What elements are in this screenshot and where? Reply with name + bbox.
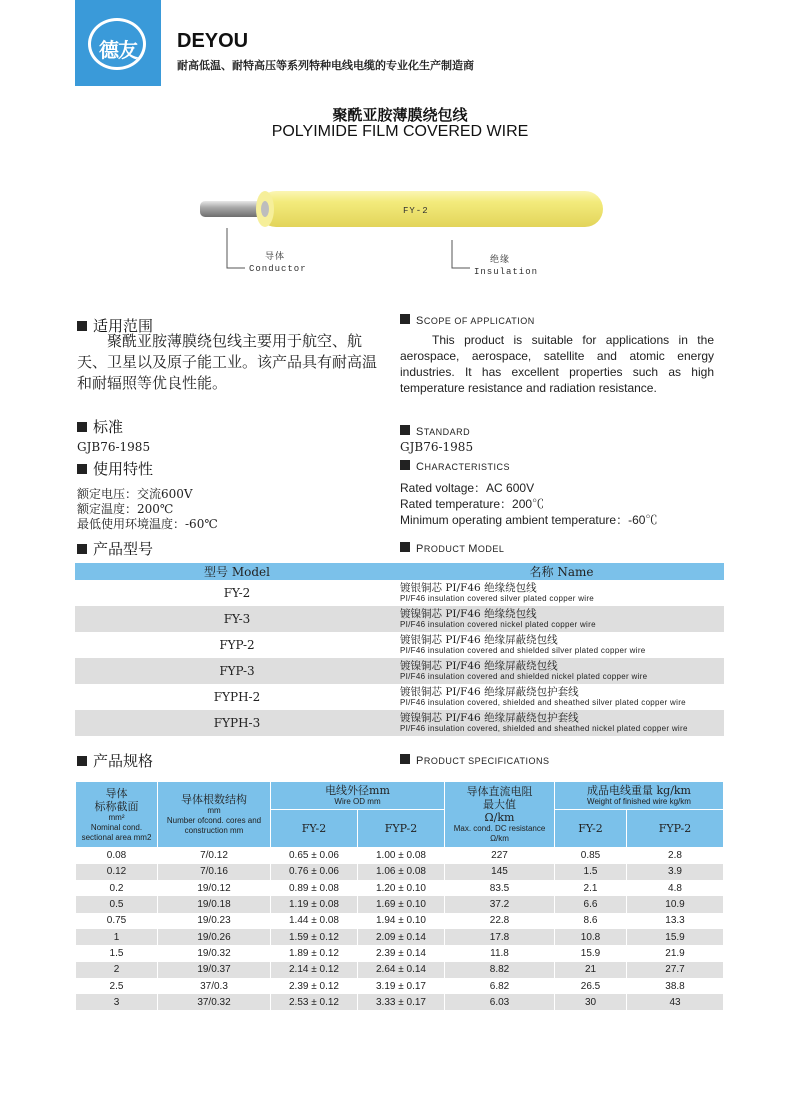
table-row: [75, 710, 724, 736]
bullet-square-icon: [77, 422, 87, 432]
min-temperature-cn: 最低使用环境温度：-60℃: [77, 517, 218, 531]
od-fyp2-cell: 2.09 ± 0.14: [358, 929, 445, 945]
weight-fy2-cell: 15.9: [555, 945, 627, 961]
model-column-header: 型号 Model: [75, 563, 399, 580]
weight-fyp2-cell: 4.8: [627, 880, 724, 896]
table-header-row: [76, 782, 724, 810]
weight-fy2-cell: 6.6: [555, 896, 627, 912]
logo-text: 德友: [99, 38, 137, 62]
od-fyp2-cell: 1.20 ± 0.10: [358, 880, 445, 896]
od-fy2-cell: 0.76 ± 0.06: [271, 864, 358, 880]
model-code: FY-2: [223, 586, 251, 600]
bullet-square-icon: [77, 756, 87, 766]
model-name: 镀镍铜芯 PI/F46 绝缘屏蔽绕包护套线 PI/F46 insulation covered, shielded and sheathed nickel plated copper wire: [399, 710, 724, 736]
od-fy2-cell: 1.59 ± 0.12: [271, 929, 358, 945]
resistance-cell: 11.8: [445, 945, 555, 961]
area-cell: 0.75: [76, 913, 158, 929]
weight-fy2-cell: 8.6: [555, 913, 627, 929]
area-cell: 2: [76, 962, 158, 978]
brand-name: DEYOU: [177, 30, 249, 52]
table-row: [76, 945, 724, 961]
od-fy2-header: FY-2: [271, 810, 358, 848]
scope-heading-en: SCOPE OF APPLICATION: [400, 314, 535, 327]
rated-voltage-en: Rated voltage：AC 600V: [400, 481, 535, 495]
table-row: [76, 896, 724, 912]
table-row: [76, 929, 724, 945]
page-title-en: POLYIMIDE FILM COVERED WIRE: [271, 123, 529, 140]
model-name: 镀银铜芯 PI/F46 绝缘屏蔽绕包线 PI/F46 insulation covered and shielded silver plated copper wire: [400, 634, 646, 655]
od-fyp2-header: FYP-2: [358, 810, 445, 848]
model-code: FY-3: [75, 606, 399, 632]
rated-temperature-cn: 额定温度：200℃: [77, 502, 174, 516]
table-row: [75, 580, 724, 606]
structure-cell: 7/0.12: [158, 848, 271, 864]
company-tagline: 耐高低温、耐特高压等系列特种电线电缆的专业化生产制造商: [177, 59, 474, 72]
bullet-square-icon: [77, 464, 87, 474]
conductor-label-cn: 导体: [265, 252, 286, 262]
table-row: [76, 880, 724, 896]
scope-heading-cn: 适用范围: [77, 315, 153, 336]
model-heading-en: PRODUCT MODEL: [400, 542, 504, 555]
bullet-square-icon: [400, 460, 410, 470]
conductor-leader-line: [227, 228, 245, 268]
table-row: [75, 658, 724, 684]
diagram-leader-lines: [0, 0, 800, 300]
standard-value-cn: GJB76-1985: [77, 440, 151, 454]
page-title-cn: 聚酰亚胺薄膜绕包线: [332, 106, 468, 124]
od-fy2-cell: 0.89 ± 0.08: [271, 880, 358, 896]
min-temperature-en: Minimum operating ambient temperature：-60℃: [400, 513, 658, 527]
weight-fyp2-cell: 43: [627, 994, 724, 1010]
resistance-cell: 145: [445, 864, 555, 880]
od-fy2-cell: 2.14 ± 0.12: [271, 962, 358, 978]
structure-column-header: 导体根数结构 mm Number ofcond. cores and construction mm: [158, 782, 271, 848]
weight-fy2-cell: 2.1: [555, 880, 627, 896]
bullet-square-icon: [400, 542, 410, 552]
weight-fyp2-cell: 38.8: [627, 978, 724, 994]
od-fyp2-cell: 3.33 ± 0.17: [358, 994, 445, 1010]
table-row: [76, 913, 724, 929]
weight-fy2-header: FY-2: [555, 810, 627, 848]
model-name: 镀镍铜芯 PI/F46 绝缘屏蔽绕包线 PI/F46 insulation covered and shielded nickel plated copper wire: [399, 658, 724, 684]
product-spec-table: [75, 781, 724, 1010]
table-row: [76, 994, 724, 1010]
rated-voltage-cn: 额定电压：交流600V: [77, 487, 193, 501]
od-fy2-cell: 2.39 ± 0.12: [271, 978, 358, 994]
structure-cell: 19/0.26: [158, 929, 271, 945]
area-cell: 2.5: [76, 978, 158, 994]
od-fyp2-cell: 1.00 ± 0.08: [358, 848, 445, 864]
characteristics-heading-cn: 使用特性: [77, 458, 153, 479]
bullet-square-icon: [77, 321, 87, 331]
area-cell: 0.2: [76, 880, 158, 896]
area-column-header: 导体 标称截面 mm² Nominal cond. sectional area mm2: [76, 782, 158, 848]
od-fyp2-cell: 3.19 ± 0.17: [358, 978, 445, 994]
od-fyp2-cell: 2.64 ± 0.14: [358, 962, 445, 978]
table-header-row: [75, 563, 724, 580]
area-cell: 0.08: [76, 848, 158, 864]
spec-heading-en: PRODUCT SPECIFICATIONS: [400, 754, 550, 767]
od-fy2-cell: 0.65 ± 0.06: [271, 848, 358, 864]
table-row: [76, 978, 724, 994]
characteristics-heading-en: CHARACTERISTICS: [400, 460, 510, 473]
od-fy2-cell: 1.44 ± 0.08: [271, 913, 358, 929]
weight-fyp2-cell: 2.8: [627, 848, 724, 864]
structure-cell: 7/0.16: [158, 864, 271, 880]
scope-text-en: This product is suitable for applications in the aerospace, aerospace, satellite and atomic energy industries. It has excellent properties such as high temperature resistance and radiation resistance.: [400, 333, 714, 395]
weight-fy2-cell: 21: [555, 962, 627, 978]
weight-fy2-cell: 26.5: [555, 978, 627, 994]
resistance-cell: 227: [445, 848, 555, 864]
model-name: 镀银铜芯 PI/F46 绝缘屏蔽绕包护套线 PI/F46 insulation covered, shielded and sheathed silver plated copper wire: [400, 686, 686, 707]
wire-marking: FY-2: [403, 206, 429, 216]
od-fy2-cell: 1.89 ± 0.12: [271, 945, 358, 961]
resistance-cell: 83.5: [445, 880, 555, 896]
structure-cell: 19/0.12: [158, 880, 271, 896]
rated-temperature-en: Rated temperature：200℃: [400, 497, 545, 511]
insulation-label-cn: 绝缘: [490, 255, 511, 265]
od-column-header: 电线外径mm Wire OD mm: [271, 782, 445, 810]
od-fyp2-cell: 1.69 ± 0.10: [358, 896, 445, 912]
structure-cell: 19/0.32: [158, 945, 271, 961]
model-heading-cn: 产品型号: [77, 538, 153, 559]
od-fyp2-cell: 2.39 ± 0.14: [358, 945, 445, 961]
resistance-cell: 8.82: [445, 962, 555, 978]
bullet-square-icon: [400, 425, 410, 435]
weight-fyp2-cell: 13.3: [627, 913, 724, 929]
weight-fyp2-cell: 21.9: [627, 945, 724, 961]
table-row: [75, 606, 724, 632]
resistance-column-header: 导体直流电阻 最大值 Ω/km Max. cond. DC resistance Ω/km: [445, 782, 555, 848]
structure-cell: 37/0.32: [158, 994, 271, 1010]
weight-fyp2-header: FYP-2: [627, 810, 724, 848]
weight-column-header: 成品电线重量 kg/km Weight of finished wire kg/km: [555, 782, 724, 810]
name-column-header: 名称 Name: [399, 563, 724, 580]
weight-fy2-cell: 0.85: [555, 848, 627, 864]
od-fyp2-cell: 1.06 ± 0.08: [358, 864, 445, 880]
model-name: 镀镍铜芯 PI/F46 绝缘绕包线 PI/F46 insulation covered nickel plated copper wire: [399, 606, 724, 632]
weight-fyp2-cell: 10.9: [627, 896, 724, 912]
insulation-leader-line: [452, 240, 470, 268]
weight-fyp2-cell: 15.9: [627, 929, 724, 945]
model-code: FYP-2: [219, 638, 255, 652]
bullet-square-icon: [400, 314, 410, 324]
bullet-square-icon: [77, 544, 87, 554]
resistance-cell: 37.2: [445, 896, 555, 912]
resistance-cell: 22.8: [445, 913, 555, 929]
table-row: [75, 632, 724, 658]
standard-heading-en: STANDARD: [400, 425, 470, 438]
structure-cell: 37/0.3: [158, 978, 271, 994]
table-row: [75, 684, 724, 710]
product-model-table: [75, 563, 724, 736]
table-row: [76, 864, 724, 880]
weight-fy2-cell: 10.8: [555, 929, 627, 945]
area-cell: 1: [76, 929, 158, 945]
weight-fyp2-cell: 27.7: [627, 962, 724, 978]
resistance-cell: 6.82: [445, 978, 555, 994]
structure-cell: 19/0.23: [158, 913, 271, 929]
resistance-cell: 17.8: [445, 929, 555, 945]
structure-cell: 19/0.37: [158, 962, 271, 978]
od-fy2-cell: 1.19 ± 0.08: [271, 896, 358, 912]
insulation-label-en: Insulation: [474, 267, 539, 277]
model-code: FYPH-3: [75, 710, 399, 736]
spec-heading-cn: 产品规格: [77, 750, 153, 771]
standard-heading-cn: 标准: [77, 416, 123, 437]
table-row: [76, 962, 724, 978]
weight-fy2-cell: 1.5: [555, 864, 627, 880]
area-cell: 0.5: [76, 896, 158, 912]
area-cell: 3: [76, 994, 158, 1010]
od-fy2-cell: 2.53 ± 0.12: [271, 994, 358, 1010]
area-cell: 1.5: [76, 945, 158, 961]
model-code: FYPH-2: [213, 690, 261, 704]
table-row: [76, 848, 724, 864]
model-name: 镀银铜芯 PI/F46 绝缘绕包线 PI/F46 insulation covered silver plated copper wire: [400, 582, 595, 603]
weight-fyp2-cell: 3.9: [627, 864, 724, 880]
structure-cell: 19/0.18: [158, 896, 271, 912]
resistance-cell: 6.03: [445, 994, 555, 1010]
model-code: FYP-3: [75, 658, 399, 684]
od-fyp2-cell: 1.94 ± 0.10: [358, 913, 445, 929]
weight-fy2-cell: 30: [555, 994, 627, 1010]
bullet-square-icon: [400, 754, 410, 764]
conductor-label-en: Conductor: [249, 264, 307, 274]
area-cell: 0.12: [76, 864, 158, 880]
scope-text-cn: 聚酰亚胺薄膜绕包线主要用于航空、航天、卫星以及原子能工业。该产品具有耐高温和耐辐照等优良性能。: [77, 332, 378, 392]
standard-value-en: GJB76-1985: [400, 440, 474, 454]
